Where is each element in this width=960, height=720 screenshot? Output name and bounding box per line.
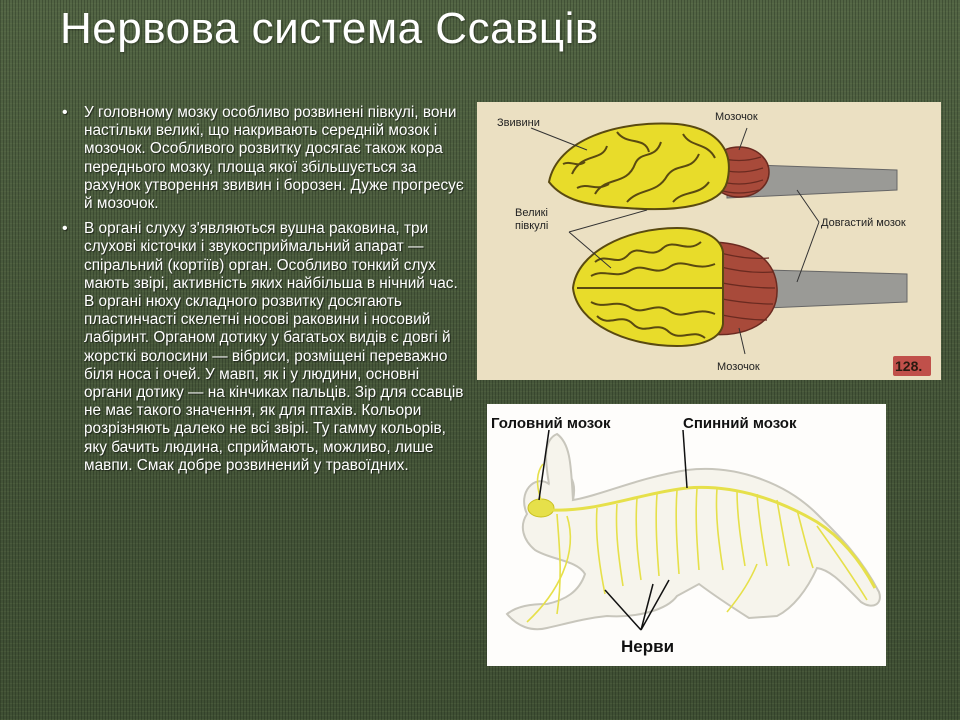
- bullet-item: • В органі слуху з'являються вушна раковина, три слухові кісточки і звукосприймальний апарат — спіральний (кортіїв) орган. Особливо тонкий слух мають звірі, активність яких найбільша в нічний час. В органі нюху складного розвитку досягають пластинчасті скелетні носові раковини і носовий лабіринт. Органом дотику у багатьох видів є довгі й жорсткі волосини — вібриси, розміщені переважно біля носа і очей. У мавп, як і у людини, основні органи дотику — на кінчиках пальців. Зір для ссавців не має такого значення, як для птахів. Кольори розрізняють далеко не всі звірі. Ту гамму кольорів, яку бачить людина, сприймають, можливо, лише мавпи. Смак добре розвинений у травоїдних.: [62, 220, 470, 475]
- slide-title: Нервова система Ссавців: [60, 4, 599, 53]
- label-nerves: Нерви: [621, 637, 675, 656]
- bullet-list: [62, 104, 470, 482]
- label-medulla: Довгастий мозок: [821, 217, 906, 229]
- label-hemispheres-line1: Великі: [515, 207, 548, 219]
- leader-line: [531, 128, 587, 150]
- rabbit-brain: [528, 499, 554, 517]
- label-cerebellum-top: Мозочок: [715, 111, 758, 123]
- bullet-item: • У головному мозку особливо розвинені півкулі, вони настільки великі, що накривають середній мозок і мозочок. Особливого розвитку досягає також кора переднього мозку, площа якої збільшується за рахунок утворення звивин і борозен. Дуже прогресує й мозочок.: [62, 104, 470, 213]
- rabbit-figure: [487, 404, 886, 666]
- rabbit-illustration: [487, 404, 886, 666]
- label-spinal-cord: Спинний мозок: [683, 415, 797, 432]
- label-hemispheres: [515, 207, 551, 232]
- label-brain: Головний мозок: [491, 415, 611, 432]
- brain-illustration: [477, 102, 941, 380]
- figure-number: 128.: [895, 358, 923, 374]
- leader-line: [797, 190, 819, 282]
- label-gyri: Звивини: [497, 117, 540, 129]
- label-cerebellum-bottom: Мозочок: [717, 361, 760, 373]
- brainstem-bottom: [767, 270, 907, 308]
- brain-figure: [477, 102, 941, 380]
- label-hemispheres-line2: півкулі: [515, 220, 549, 232]
